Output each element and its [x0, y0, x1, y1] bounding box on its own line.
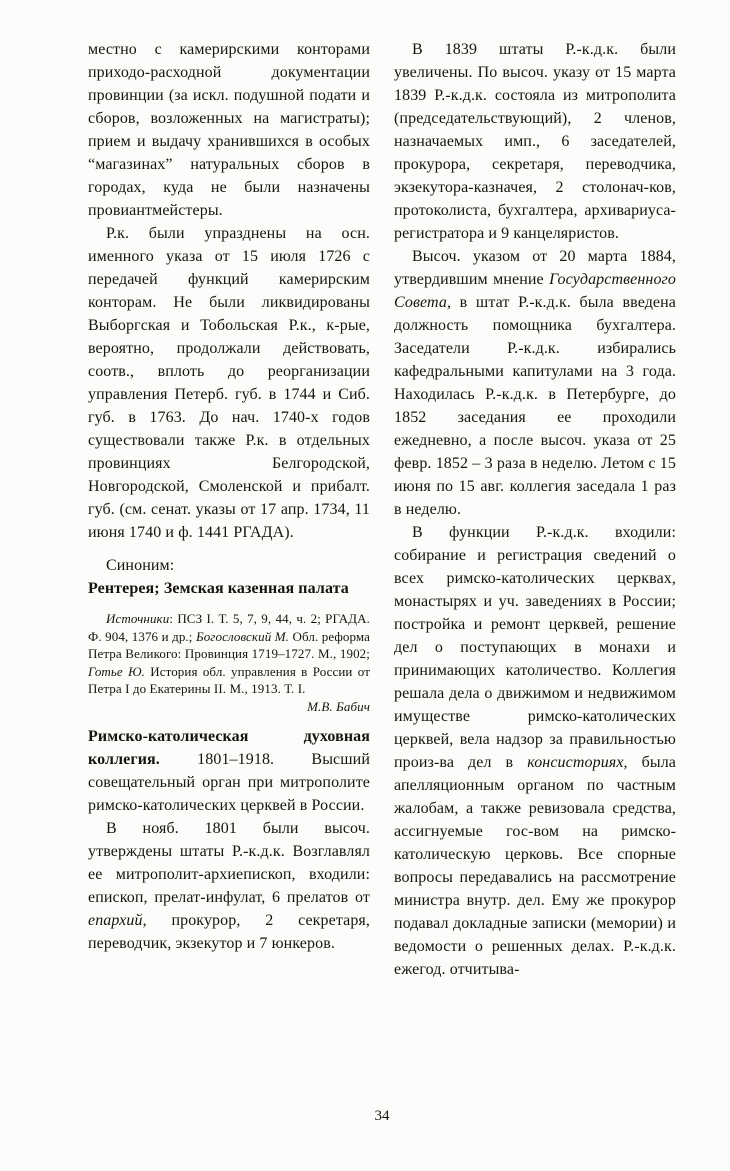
text-run: Рентерея; Земская казенная палата: [88, 580, 349, 597]
right-column: [394, 38, 676, 981]
paragraph: [88, 698, 370, 716]
left-column: [88, 38, 370, 981]
text-run: : ПСЗ I. Т. 5, 7, 9, 44, ч. 2; РГАДА. Ф. 904, 1376 и др.;: [88, 611, 370, 644]
text-run: В 1839 штаты Р.-к.д.к. были увеличены. По высоч. указу от 15 марта 1839 Р.-к.д.к. состояла из митрополита (председательствующий), 2 членов, назначаемых имп., 6 заседателей, прокурора, секретаря, переводчика, экзекутора-казначея, 2 столонач-ков, протоколиста, бухгалтера, архивариуса-регистратора и 9 канцеляристов.: [394, 41, 676, 242]
text-run: , была апелляционным органом по частным жалобам, а также ревизовала средства, ассигнуемые гос-вом на римско-католическую церковь. Все спорные вопросы передавались на рассмотрение министра внутр. дел. Ему же прокурор подавал докладные записки (мемории) и ведомости о решенных делах. Р.-к.д.к. ежегод. отчитыва-: [394, 754, 677, 978]
text-run: , прокурор, 2 секретаря, переводчик, экзекутор и 7 юнкеров.: [88, 912, 370, 952]
text-run: , в штат Р.-к.д.к. была введена должность помощника бухгалтера. Заседатели Р.-к.д.к. избирались кафедральными капитулами на 3 года. Находилась Р.-к.д.к. в Петербурге, до 1852 заседания ее проходили ежедневно, а после высоч. указа от 25 февр. 1852 – 3 раза в неделю. Летом с 15 июня по 15 авг. коллегия заседала 1 раз в неделю.: [394, 294, 676, 518]
text-run: Богословский М.: [195, 628, 290, 644]
text-run: Источники: [106, 611, 170, 626]
text-run: История обл. управления в России от Петра I до Екатерины II. М., 1913. Т. I.: [88, 663, 370, 696]
text-run: В нояб. 1801 были высоч. утверждены штаты Р.-к.д.к. Возглавлял ее митрополит-архиепископ, входили: епископ, прелат-инфулат, 6 прелатов от: [88, 820, 370, 906]
paragraph: [88, 610, 370, 698]
text-block: [88, 38, 676, 981]
paragraph: [88, 725, 370, 817]
text-run: Высоч. указом от 20 марта 1884, утвердившим мнение: [394, 248, 676, 288]
page-number: 34: [374, 1108, 390, 1124]
text-run: 1801–1918. Высший совещательный орган при митрополите римско-католических церквей в России.: [88, 751, 370, 814]
text-run: Римско-католическая духовная коллегия.: [88, 728, 370, 768]
text-run: местно с камерирскими конторами приходо-расходной документации провинции (за искл. подушной подати и сборов, возложенных на магистраты); прием и выдачу хранившихся в особых “магазинах” натуральных сборов в городах, куда не были назначены провиантмейстеры.: [88, 41, 370, 219]
text-run: консисториях: [527, 754, 624, 771]
text-run: В функции Р.-к.д.к. входили: собирание и регистрация сведений о всех римско-католических церквах, монастырях и уч. заведениях в России; постройка и ремонт церквей, решение дел о поступающих в монахи и принимающих католичество. Коллегия решала дела о движимом и недвижимом имуществе римско-католических церквей, вела надзор за правильностью произ-ва дел в: [394, 524, 676, 771]
text-run: М.В. Бабич: [307, 698, 370, 714]
text-run: Готье Ю.: [88, 663, 145, 679]
paragraph: [394, 521, 676, 981]
paragraph: [88, 554, 370, 577]
paragraph: [394, 245, 676, 521]
paragraph: [88, 817, 370, 955]
text-run: Обл. реформа Петра Великого: Провинция 1719–1727. М., 1902;: [88, 628, 370, 661]
text-run: Государственного Совета: [394, 271, 676, 311]
paragraph: [394, 38, 676, 245]
paragraph: [88, 577, 370, 600]
paragraph: [88, 222, 370, 544]
paragraph: [88, 38, 370, 222]
text-run: Синоним:: [106, 557, 175, 574]
text-run: епархий: [88, 912, 143, 929]
text-run: Р.к. были упразднены на осн. именного указа от 15 июля 1726 с передачей функций камерирским конторам. Не были ликвидированы Выборгская и Тобольская Р.к., к-рые, вероятно, продолжали действовать, соотв., вплоть до реорганизации управления Петерб. губ. в 1744 и Сиб. губ. в 1763. До нач. 1740-х годов существовали также Р.к. в отдельных провинциях Белгородской, Новгородской, Смоленской и прибалт. губ. (см. сенат. указы от 17 апр. 1734, 11 июня 1740 и ф. 1441 РГАДА).: [88, 225, 370, 541]
